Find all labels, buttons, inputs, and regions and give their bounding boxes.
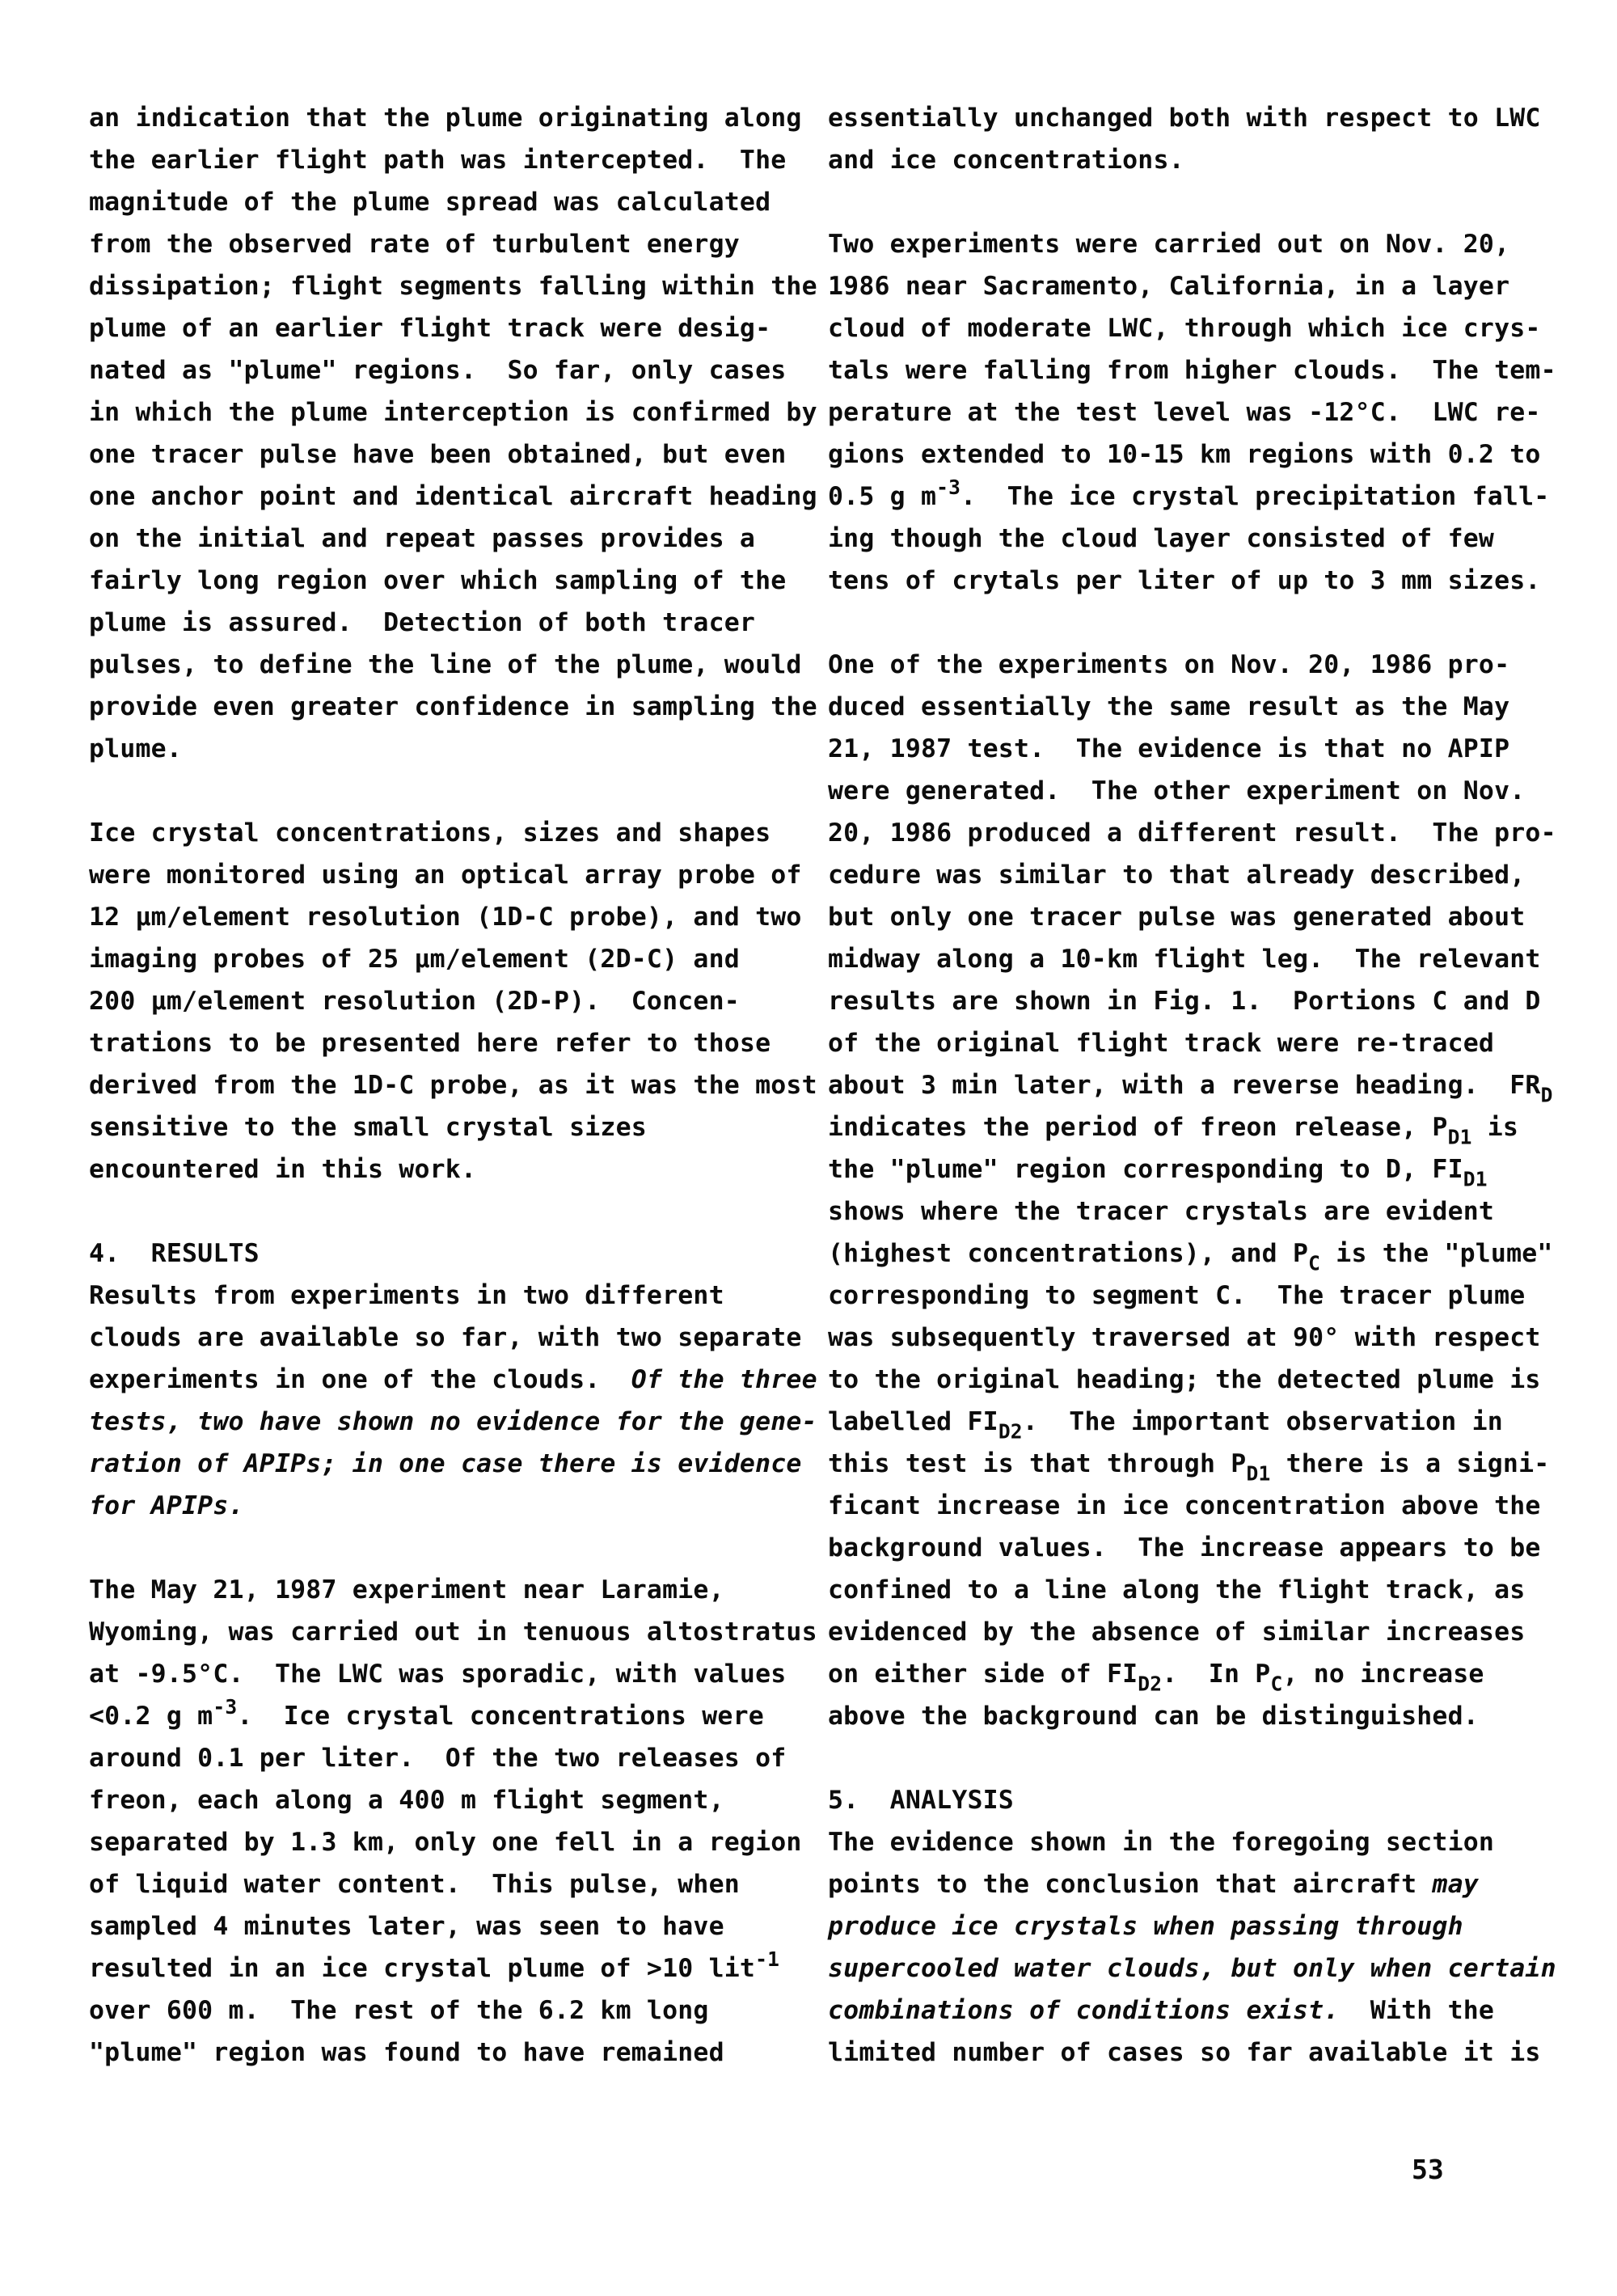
text-segment: 4. RESULTS — [89, 1239, 260, 1268]
text-segment: cedure was similar to that already described, — [828, 860, 1526, 890]
subscript-segment: D2 — [998, 1419, 1023, 1444]
text-line — [828, 1485, 1580, 1527]
paragraph — [89, 97, 825, 770]
text-segment: background values. The increase appears to be — [828, 1533, 1541, 1562]
text-segment: essentially unchanged both with respect to LWC — [828, 104, 1541, 133]
paragraph — [89, 812, 825, 1190]
paragraph — [89, 1275, 825, 1527]
text-segment: nated as "plume" regions. So far, only cases — [89, 356, 787, 385]
text-line — [89, 980, 825, 1022]
text-segment: on either side of FI — [828, 1660, 1138, 1689]
text-line — [828, 728, 1580, 770]
italic-text-segment: supercooled water clouds, but only when certain — [828, 1954, 1556, 1983]
text-line — [89, 1821, 825, 1863]
text-line — [89, 518, 825, 560]
text-line — [89, 1863, 825, 1905]
paragraph — [828, 223, 1580, 602]
text-line — [89, 1779, 825, 1821]
text-line — [828, 1106, 1580, 1148]
text-line — [828, 1989, 1580, 2032]
italic-text-segment: ration of APIPs; in one case there is evidence — [89, 1449, 802, 1478]
text-line — [89, 1905, 825, 1947]
text-line — [828, 1821, 1580, 1863]
text-line — [828, 1527, 1580, 1569]
text-segment: was subsequently traversed at 90° with respect — [828, 1323, 1541, 1352]
text-line — [89, 433, 825, 476]
text-segment: 20, 1986 produced a different result. The pro- — [828, 818, 1556, 848]
text-segment: separated by 1.3 km, only one fell in a region — [89, 1828, 802, 1857]
italic-text-segment: tests, two have shown no evidence for the gene- — [89, 1407, 817, 1436]
text-segment: dissipation; flight segments falling within the — [89, 272, 817, 301]
text-segment: magnitude of the plume spread was calculated — [89, 188, 771, 217]
subscript-segment: D1 — [1246, 1461, 1271, 1486]
text-segment: midway along a 10-km flight leg. The relevant — [828, 945, 1541, 974]
text-segment: one anchor point and identical aircraft heading — [89, 482, 817, 511]
subscript-segment: C — [1270, 1672, 1283, 1696]
text-line — [828, 854, 1580, 896]
text-line — [828, 1695, 1580, 1737]
text-line — [89, 1064, 825, 1106]
text-segment: pulses, to define the line of the plume, would — [89, 650, 802, 679]
text-segment: Ice crystal concentrations, sizes and shapes — [89, 818, 771, 848]
text-segment: <0.2 g m — [89, 1702, 213, 1731]
text-line — [89, 1359, 825, 1401]
text-segment: plume. — [89, 734, 182, 763]
text-segment: points to the conclusion that aircraft — [828, 1870, 1433, 1899]
text-segment: With the — [1339, 1996, 1495, 2025]
superscript-segment: -3 — [213, 1695, 238, 1719]
text-line — [89, 2032, 825, 2074]
text-segment: duced essentially the same result as the May — [828, 692, 1510, 721]
italic-text-segment: for APIPs. — [89, 1491, 244, 1520]
text-segment: resulted in an ice crystal plume of >10 lit — [89, 1954, 756, 1983]
text-line — [89, 265, 825, 307]
text-line — [828, 1064, 1580, 1106]
text-line — [89, 1695, 825, 1737]
text-line — [89, 812, 825, 854]
text-line — [828, 1022, 1580, 1064]
text-line — [89, 181, 825, 223]
text-line — [89, 1611, 825, 1653]
text-segment: plume is assured. Detection of both tracer — [89, 608, 756, 637]
text-segment: 21, 1987 test. The evidence is that no APIP — [828, 734, 1510, 763]
text-line — [89, 1233, 825, 1275]
text-line — [828, 97, 1580, 139]
text-line — [828, 1569, 1580, 1611]
text-segment: , no increase — [1282, 1660, 1484, 1689]
paragraph — [828, 97, 1580, 181]
text-line — [89, 1275, 825, 1317]
text-line — [89, 1317, 825, 1359]
text-line — [828, 896, 1580, 938]
text-line — [89, 1485, 825, 1527]
text-line — [828, 1905, 1580, 1947]
text-segment: over 600 m. The rest of the 6.2 km long — [89, 1996, 709, 2025]
text-segment: confined to a line along the flight track, as — [828, 1575, 1526, 1605]
text-line — [89, 896, 825, 938]
subscript-segment: C — [1308, 1251, 1321, 1275]
text-line — [89, 97, 825, 139]
text-line — [828, 1148, 1580, 1190]
text-segment: 5. ANALYSIS — [828, 1786, 1014, 1815]
text-line — [828, 349, 1580, 391]
text-segment: (highest concentrations), and P — [828, 1239, 1309, 1268]
text-segment: in which the plume interception is confirmed by — [89, 398, 817, 427]
section-heading — [89, 1233, 825, 1275]
text-line — [89, 560, 825, 602]
text-segment: corresponding to segment C. The tracer plume — [828, 1281, 1526, 1310]
text-segment: there is a signi- — [1270, 1449, 1550, 1478]
text-segment: tens of crytals per liter of up to 3 mm sizes. — [828, 566, 1541, 595]
text-segment: about 3 min later, with a reverse heading. FR — [828, 1071, 1541, 1100]
text-segment: labelled FI — [828, 1407, 998, 1436]
superscript-segment: -1 — [755, 1947, 780, 1972]
text-segment: but only one tracer pulse was generated about — [828, 903, 1526, 932]
text-line — [828, 812, 1580, 854]
text-line — [89, 1148, 825, 1190]
text-segment: . In P — [1162, 1660, 1271, 1689]
text-segment: is the "plume" — [1320, 1239, 1553, 1268]
text-line — [828, 686, 1580, 728]
text-segment: indicates the period of freon release, P — [828, 1113, 1448, 1142]
paragraph — [828, 644, 1580, 1737]
text-line — [89, 1737, 825, 1779]
text-segment: sensitive to the small crystal sizes — [89, 1113, 647, 1142]
text-segment: . The ice crystal precipitation fall- — [960, 482, 1550, 511]
text-line — [828, 980, 1580, 1022]
text-line — [828, 1190, 1580, 1233]
text-segment: provide even greater confidence in sampling the — [89, 692, 817, 721]
text-segment: cloud of moderate LWC, through which ice crys- — [828, 314, 1541, 343]
text-line — [828, 1611, 1580, 1653]
text-segment: an indication that the plume originating along — [89, 104, 802, 133]
text-line — [89, 349, 825, 391]
text-segment: sampled 4 minutes later, was seen to have — [89, 1912, 724, 1941]
text-segment: the earlier flight path was intercepted. The — [89, 146, 787, 175]
text-segment: limited number of cases so far available it is — [828, 2038, 1541, 2067]
text-segment: derived from the 1D-C probe, as it was the most — [89, 1071, 817, 1100]
text-segment: imaging probes of 25 μm/element (2D-C) and — [89, 945, 740, 974]
text-line — [828, 433, 1580, 476]
text-segment: is — [1471, 1113, 1519, 1142]
paragraph — [89, 1569, 825, 2074]
text-line — [89, 728, 825, 770]
text-segment: perature at the test level was -12°C. LWC re- — [828, 398, 1541, 427]
text-segment: 12 μm/element resolution (1D-C probe), and two — [89, 903, 802, 932]
text-line — [89, 476, 825, 518]
text-line — [89, 1989, 825, 2032]
text-line — [89, 938, 825, 980]
text-line — [828, 1443, 1580, 1485]
text-segment: freon, each along a 400 m flight segment, — [89, 1786, 724, 1815]
text-line — [89, 854, 825, 896]
text-segment: trations to be presented here refer to those — [89, 1029, 771, 1058]
text-segment: Wyoming, was carried out in tenuous altostratus — [89, 1617, 817, 1647]
italic-text-segment: may — [1432, 1870, 1479, 1899]
text-line — [89, 1106, 825, 1148]
left-column — [89, 97, 825, 2074]
text-line — [828, 518, 1580, 560]
subscript-segment: D1 — [1463, 1167, 1488, 1191]
text-segment: shows where the tracer crystals are evident — [828, 1197, 1495, 1226]
text-segment: 1986 near Sacramento, California, in a layer — [828, 272, 1510, 301]
text-line — [89, 1022, 825, 1064]
text-segment: ficant increase in ice concentration above the — [828, 1491, 1541, 1520]
text-line — [89, 644, 825, 686]
text-line — [828, 1653, 1580, 1695]
text-segment: evidenced by the absence of similar increases — [828, 1617, 1526, 1647]
text-segment: were generated. The other experiment on Nov. — [828, 776, 1526, 806]
text-line — [89, 1443, 825, 1485]
text-segment: One of the experiments on Nov. 20, 1986 pro- — [828, 650, 1510, 679]
text-line — [828, 265, 1580, 307]
paragraph — [828, 1821, 1580, 2074]
text-line — [828, 139, 1580, 181]
text-line — [89, 1401, 825, 1443]
text-line — [828, 1779, 1580, 1821]
text-segment: one tracer pulse have been obtained, but even — [89, 440, 787, 469]
text-segment: The evidence shown in the foregoing section — [828, 1828, 1495, 1857]
text-segment: 200 μm/element resolution (2D-P). Concen- — [89, 987, 740, 1016]
text-segment: and ice concentrations. — [828, 146, 1184, 175]
text-line — [89, 1947, 825, 1989]
text-segment: tals were falling from higher clouds. The tem- — [828, 356, 1556, 385]
text-line — [89, 223, 825, 265]
text-line — [828, 391, 1580, 433]
text-segment: clouds are available so far, with two separate — [89, 1323, 802, 1352]
text-segment: results are shown in Fig. 1. Portions C and D — [828, 987, 1541, 1016]
text-line — [828, 644, 1580, 686]
page-number: 53 — [1412, 2154, 1444, 2185]
text-segment: from the observed rate of turbulent energy — [89, 230, 740, 259]
text-line — [828, 307, 1580, 349]
subscript-segment: D2 — [1138, 1672, 1163, 1696]
text-segment: . The important observation in — [1022, 1407, 1503, 1436]
right-column — [828, 97, 1580, 2074]
text-segment: were monitored using an optical array probe of — [89, 860, 802, 890]
text-segment: ing though the cloud layer consisted of few — [828, 524, 1495, 553]
text-segment: plume of an earlier flight track were desig- — [89, 314, 771, 343]
text-segment: "plume" region was found to have remained — [89, 2038, 724, 2067]
text-line — [828, 1317, 1580, 1359]
text-segment: The May 21, 1987 experiment near Laramie, — [89, 1575, 724, 1605]
text-segment: on the initial and repeat passes provides a — [89, 524, 756, 553]
text-line — [828, 223, 1580, 265]
text-segment: at -9.5°C. The LWC was sporadic, with values — [89, 1660, 787, 1689]
text-segment: of the original flight track were re-traced — [828, 1029, 1495, 1058]
text-line — [828, 1359, 1580, 1401]
text-line — [89, 391, 825, 433]
text-segment: encountered in this work. — [89, 1155, 477, 1184]
text-line — [89, 1653, 825, 1695]
text-segment: above the background can be distinguished. — [828, 1702, 1479, 1731]
text-segment: Results from experiments in two different — [89, 1281, 724, 1310]
text-line — [828, 1863, 1580, 1905]
text-line — [89, 1569, 825, 1611]
text-line — [828, 770, 1580, 812]
text-segment: experiments in one of the clouds. — [89, 1365, 631, 1394]
text-line — [828, 1275, 1580, 1317]
text-line — [828, 2032, 1580, 2074]
text-line — [828, 476, 1580, 518]
italic-text-segment: produce ice crystals when passing through — [828, 1912, 1463, 1941]
italic-text-segment: combinations of conditions exist. — [828, 1996, 1340, 2025]
text-segment: this test is that through P — [828, 1449, 1247, 1478]
text-line — [828, 1233, 1580, 1275]
section-heading — [828, 1779, 1580, 1821]
text-segment: . Ice crystal concentrations were — [237, 1702, 764, 1731]
text-line — [89, 307, 825, 349]
text-line — [89, 686, 825, 728]
text-segment: fairly long region over which sampling of the — [89, 566, 787, 595]
subscript-segment: D1 — [1447, 1125, 1472, 1149]
italic-text-segment: Of the three — [631, 1365, 817, 1394]
text-line — [828, 1947, 1580, 1989]
text-segment: Two experiments were carried out on Nov. 20, — [828, 230, 1510, 259]
text-segment: around 0.1 per liter. Of the two releases of — [89, 1744, 787, 1773]
text-line — [828, 938, 1580, 980]
text-segment: to the original heading; the detected plume is — [828, 1365, 1541, 1394]
text-segment: of liquid water content. This pulse, when — [89, 1870, 740, 1899]
text-segment: 0.5 g m — [828, 482, 937, 511]
text-segment: gions extended to 10-15 km regions with 0.2 to — [828, 440, 1541, 469]
text-line — [89, 139, 825, 181]
superscript-segment: -3 — [936, 476, 961, 500]
text-line — [828, 1401, 1580, 1443]
subscript-segment: D — [1540, 1083, 1553, 1107]
text-line — [89, 602, 825, 644]
text-line — [828, 560, 1580, 602]
text-segment: the "plume" region corresponding to D, FI — [828, 1155, 1463, 1184]
